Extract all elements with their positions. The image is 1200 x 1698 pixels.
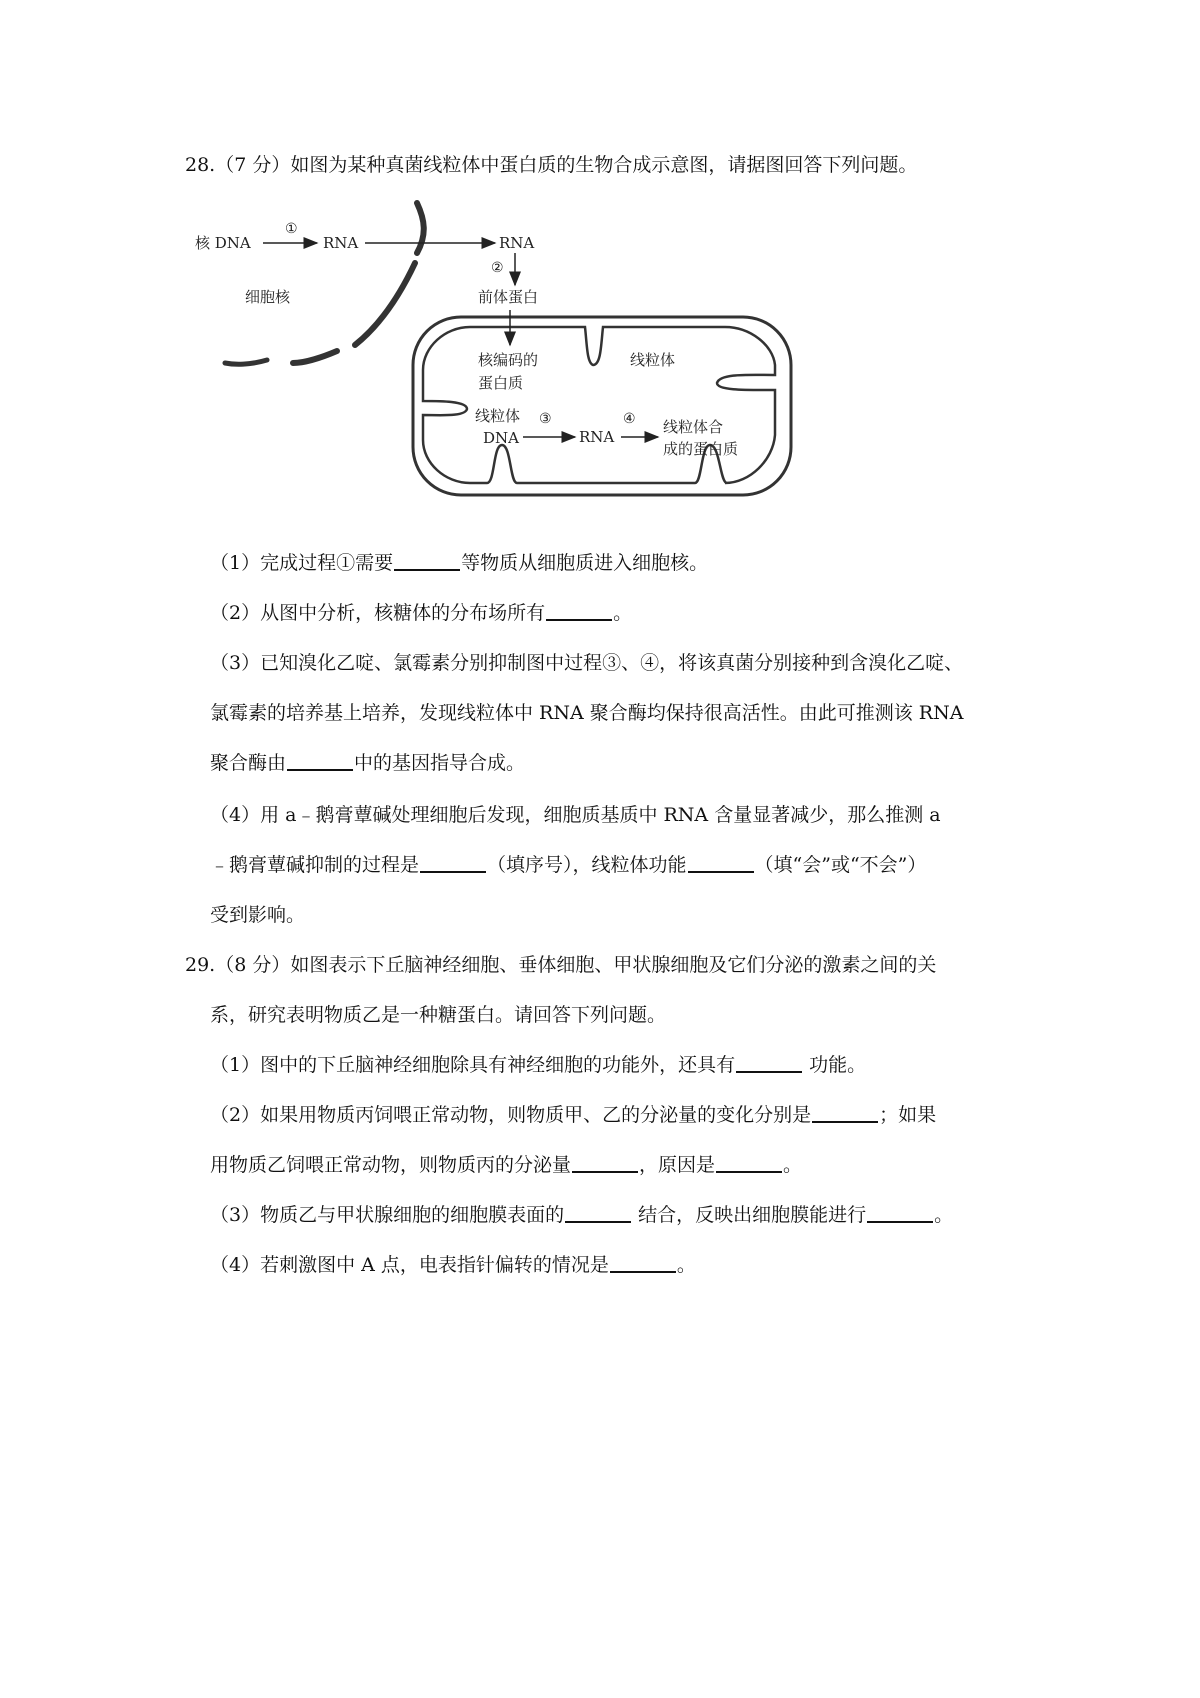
- nuclear-encoded-protein-label-2: 蛋白质: [478, 374, 524, 392]
- q29-part-1: （1）图中的下丘脑神经细胞除具有神经细胞的功能外，还具有 功能。: [210, 1050, 866, 1080]
- rna-label-2: RNA: [499, 234, 535, 252]
- answer-blank[interactable]: [565, 1201, 631, 1223]
- q29-part-3: （3）物质乙与甲状腺细胞的细胞膜表面的 结合，反映出细胞膜能进行 。: [210, 1200, 953, 1230]
- rna-label-3: RNA: [579, 428, 615, 446]
- q28-part-4-line-3: 受到影响。: [210, 904, 306, 926]
- q28-title: 28.（7 分）如图为某种真菌线粒体中蛋白质的生物合成示意图，请据图回答下列问题。: [185, 154, 918, 176]
- mitochondrion-inner-membrane: [423, 327, 775, 483]
- q28-part-3-line-1: （3）已知溴化乙啶、氯霉素分别抑制图中过程③、④，将该真菌分别接种到含溴化乙啶、: [210, 652, 964, 674]
- step-2-label: ②: [491, 260, 504, 276]
- answer-blank[interactable]: [610, 1251, 676, 1273]
- q29-part-4: （4）若刺激图中 A 点，电表指针偏转的情况是 。: [210, 1250, 696, 1280]
- mito-dna-label-2: DNA: [483, 429, 519, 447]
- nuclear-dna-label: 核 DNA: [195, 234, 251, 252]
- step-4-label: ④: [623, 411, 636, 427]
- q29-part-2-line-2: 用物质乙饲喂正常动物，则物质丙的分泌量 ，原因是 。: [210, 1150, 802, 1180]
- mitochondrion-label: 线粒体: [630, 351, 676, 369]
- step-3-label: ③: [539, 411, 552, 427]
- q28-part-1: （1）完成过程①需要 等物质从细胞质进入细胞核。: [210, 548, 708, 578]
- mito-protein-label-1: 线粒体合: [663, 418, 724, 436]
- rna-label-1: RNA: [323, 234, 359, 252]
- answer-blank[interactable]: [688, 851, 754, 873]
- q29-title-line-1: 29.（8 分）如图表示下丘脑神经细胞、垂体细胞、甲状腺细胞及它们分泌的激素之间的关: [185, 954, 937, 976]
- answer-blank[interactable]: [546, 599, 612, 621]
- answer-blank[interactable]: [572, 1151, 638, 1173]
- q28-part-4-line-2: ﹣鹅膏蕈碱抑制的过程是 （填序号），线粒体功能 （填“会”或“不会”）: [210, 850, 926, 880]
- mitochondria-protein-synthesis-diagram: [195, 205, 865, 545]
- answer-blank[interactable]: [736, 1051, 802, 1073]
- answer-blank[interactable]: [716, 1151, 782, 1173]
- q28-part-2: （2）从图中分析，核糖体的分布场所有 。: [210, 598, 632, 628]
- answer-blank[interactable]: [812, 1101, 878, 1123]
- q28-part-3-line-2: 氯霉素的培养基上培养，发现线粒体中 RNA 聚合酶均保持很高活性。由此可推测该 RNA: [210, 702, 964, 724]
- q28-part-3-line-3: 聚合酶由 中的基因指导合成。: [210, 748, 525, 778]
- answer-blank[interactable]: [420, 851, 486, 873]
- mito-dna-label-1: 线粒体: [475, 407, 521, 425]
- q29-part-2-line-1: （2）如果用物质丙饲喂正常动物，则物质甲、乙的分泌量的变化分别是 ；如果: [210, 1100, 936, 1130]
- answer-blank[interactable]: [287, 749, 353, 771]
- nucleus-label: 细胞核: [245, 288, 291, 306]
- q28-part-4-line-1: （4）用 a﹣鹅膏蕈碱处理细胞后发现，细胞质基质中 RNA 含量显著减少，那么推测 a: [210, 804, 941, 826]
- nuclear-envelope-bottom: [225, 360, 267, 364]
- answer-blank[interactable]: [394, 549, 460, 571]
- q29-title-line-2: 系，研究表明物质乙是一种糖蛋白。请回答下列问题。: [210, 1004, 667, 1026]
- nuclear-envelope-lower: [293, 351, 337, 363]
- nuclear-envelope-top: [417, 203, 424, 253]
- mito-protein-label-2: 成的蛋白质: [663, 440, 739, 458]
- precursor-protein-label: 前体蛋白: [478, 288, 539, 306]
- step-1-label: ①: [285, 221, 298, 237]
- nuclear-envelope-middle: [355, 263, 415, 345]
- nuclear-encoded-protein-label-1: 核编码的: [478, 351, 539, 369]
- answer-blank[interactable]: [867, 1201, 933, 1223]
